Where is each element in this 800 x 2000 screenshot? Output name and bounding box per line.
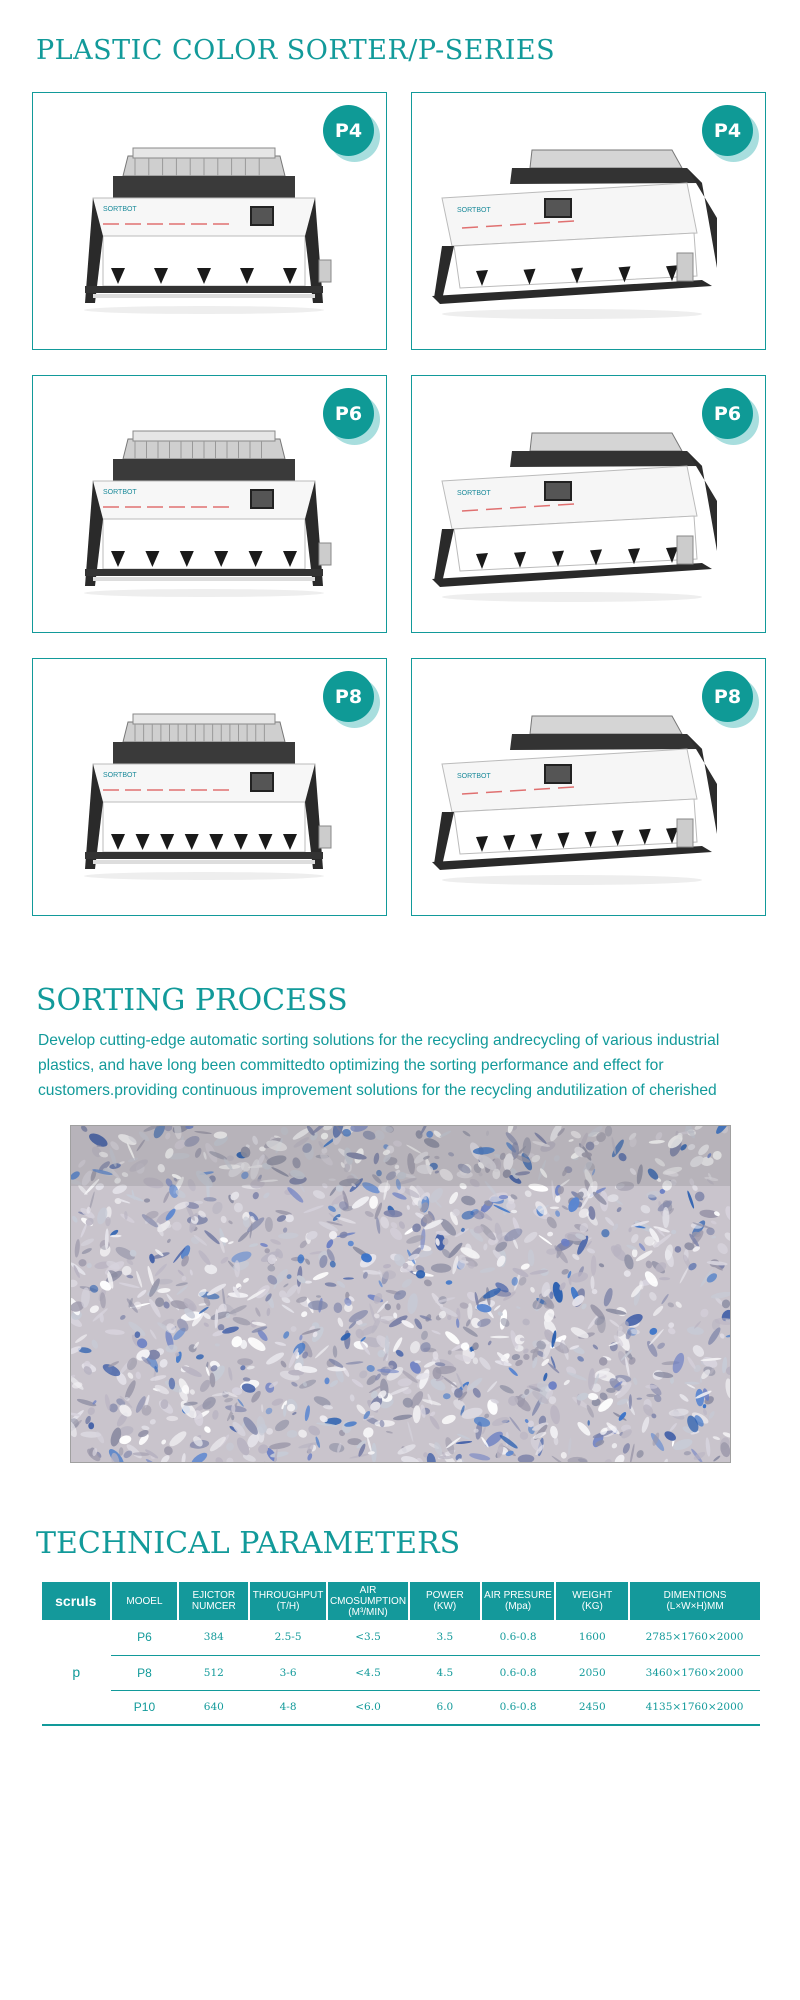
table-header-cell <box>629 1582 760 1620</box>
brand-logo: SORTBOT <box>457 773 491 780</box>
brand-logo: SORTBOT <box>103 489 137 496</box>
table-header-cell <box>555 1582 629 1620</box>
header-label: THROUGHPUT <box>252 1590 324 1601</box>
cell-pressure: 0.6-0.8 <box>481 1690 556 1725</box>
header-label: (L×W×H)MM <box>666 1601 724 1612</box>
header-label: CMOSUMPTION <box>329 1595 407 1607</box>
header-label: AIR <box>359 1584 377 1596</box>
header-label: NUMCER <box>191 1601 236 1612</box>
brand-logo: SORTBOT <box>457 490 491 497</box>
product-card-p8-angled[interactable] <box>411 658 766 916</box>
table-header-cell <box>111 1582 179 1620</box>
cell-pressure: 0.6-0.8 <box>481 1620 556 1655</box>
cell-model: P10 <box>111 1690 179 1725</box>
table-header-cell <box>42 1582 111 1620</box>
series-title: PLASTIC COLOR SORTER/P-SERIES <box>36 35 556 66</box>
table-row <box>42 1620 760 1655</box>
table-header-cell <box>249 1582 327 1620</box>
tech-title: TECHNICAL PARAMETERS <box>36 1526 461 1561</box>
header-label: (T/H) <box>276 1601 300 1612</box>
product-card-p8-front[interactable] <box>32 658 387 916</box>
header-label: (M³/MIN) <box>348 1606 388 1618</box>
cell-dims: 3460×1760×2000 <box>629 1655 760 1690</box>
cell-power: 6.0 <box>409 1690 481 1725</box>
sorting-title: SORTING PROCESS <box>36 983 348 1018</box>
params-table <box>42 1582 760 1726</box>
cell-dims: 4135×1760×2000 <box>629 1690 760 1725</box>
brand-logo: SORTBOT <box>103 206 137 213</box>
brand-logo: SORTBOT <box>457 207 491 214</box>
cell-ejector: 512 <box>178 1655 249 1690</box>
header-label: POWER <box>425 1590 464 1601</box>
table-header-cell <box>481 1582 556 1620</box>
header-label: (KG) <box>581 1601 603 1612</box>
cell-ejector: 640 <box>178 1690 249 1725</box>
series-cell: p <box>42 1620 111 1725</box>
brand-logo: SORTBOT <box>103 772 137 779</box>
header-label: MOOEL <box>126 1595 163 1607</box>
header-label: AIR PRESURE <box>484 1590 552 1601</box>
cell-throughput: 4-8 <box>249 1690 327 1725</box>
header-label: WEIGHT <box>572 1590 613 1601</box>
table-row <box>42 1655 760 1690</box>
cell-air: <4.5 <box>327 1655 409 1690</box>
model-badge: P8 <box>702 671 753 722</box>
header-label: DIMENTIONS <box>663 1590 727 1601</box>
cell-power: 3.5 <box>409 1620 481 1655</box>
header-label: (KW) <box>433 1601 457 1612</box>
cell-model: P8 <box>111 1655 179 1690</box>
header-label: scruls <box>55 1592 97 1609</box>
table-header-row <box>42 1582 760 1620</box>
cell-dims: 2785×1760×2000 <box>629 1620 760 1655</box>
cell-weight: 2450 <box>555 1690 629 1725</box>
model-badge: P4 <box>323 105 374 156</box>
product-card-p6-front[interactable] <box>32 375 387 633</box>
product-card-p6-angled[interactable] <box>411 375 766 633</box>
table-header-cell <box>409 1582 481 1620</box>
cell-weight: 2050 <box>555 1655 629 1690</box>
plastic-flakes-photo <box>70 1125 731 1463</box>
cell-air: <3.5 <box>327 1620 409 1655</box>
product-card-p4-front[interactable] <box>32 92 387 350</box>
table-row <box>42 1690 760 1725</box>
model-badge: P4 <box>702 105 753 156</box>
table-header-cell <box>327 1582 409 1620</box>
cell-pressure: 0.6-0.8 <box>481 1655 556 1690</box>
cell-air: <6.0 <box>327 1690 409 1725</box>
cell-throughput: 3-6 <box>249 1655 327 1690</box>
product-card-p4-angled[interactable] <box>411 92 766 350</box>
cell-weight: 1600 <box>555 1620 629 1655</box>
cell-throughput: 2.5-5 <box>249 1620 327 1655</box>
cell-power: 4.5 <box>409 1655 481 1690</box>
header-label: EJICTOR <box>192 1590 236 1601</box>
sorting-description: Develop cutting-edge automatic sorting solutions for the recycling andrecycling of various industrial plastics, and have long been committedto optimizing the sorting performance and effect for customers.providing continuous improvement solutions for the recycling andutilization of cherished <box>38 1032 720 1099</box>
model-badge: P6 <box>323 388 374 439</box>
model-badge: P8 <box>323 671 374 722</box>
header-label: (Mpa) <box>505 1601 532 1612</box>
table-header-cell <box>178 1582 249 1620</box>
cell-ejector: 384 <box>178 1620 249 1655</box>
cell-model: P6 <box>111 1620 179 1655</box>
model-badge: P6 <box>702 388 753 439</box>
